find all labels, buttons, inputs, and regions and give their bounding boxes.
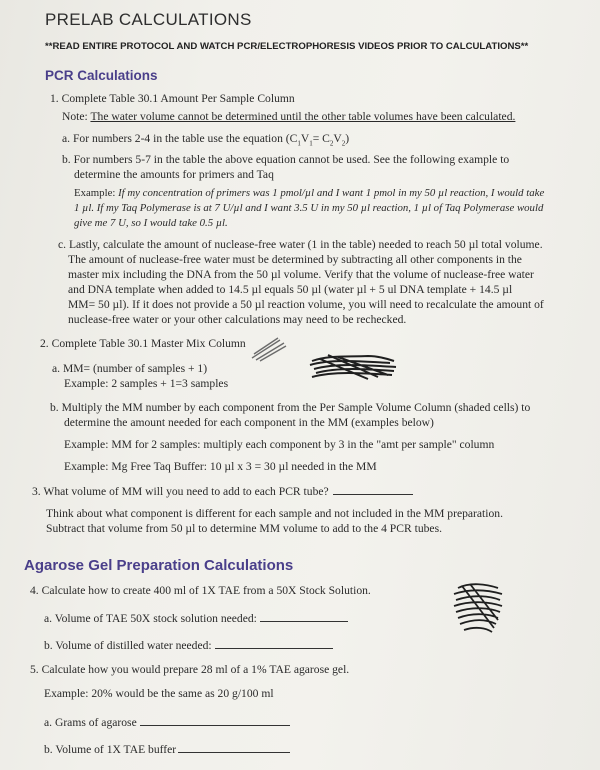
item-4a-text: a. Volume of TAE 50X stock solution needed:: [44, 612, 257, 625]
item-1c-line5: MM= 50 µl). If it does not provide a 50 µl reaction volume, you will need to recalculate the amount of: [68, 298, 544, 311]
example-line2: 1 µl. If my Taq Polymerase is at 7 U/µl and I want 3.5 U in my 50 µl reaction, 1 µl of Taq Polymerase would: [74, 202, 544, 214]
answer-blank-4a[interactable]: [260, 612, 348, 622]
question-5: 5. Calculate how you would prepare 28 ml of a 1% TAE agarose gel.: [30, 663, 350, 676]
sub-v1: 1: [309, 139, 313, 148]
item-1c-line2: The amount of nuclease-free water must be determined by subtracting all other components in the: [68, 253, 522, 266]
item-2b-line2: determine the amount needed for each component in the MM (examples below): [64, 416, 434, 429]
note-label: Note:: [62, 110, 91, 123]
answer-blank-q3[interactable]: [333, 485, 413, 495]
item-1b-line1: b. For numbers 5-7 in the table the above equation cannot be used. See the following example to: [62, 153, 510, 166]
item-1b-line2: determine the amounts for primers and Taq: [74, 168, 274, 181]
q3-hint-line1: Think about what component is different for each sample and not included in the MM preparation.: [46, 507, 503, 520]
sub-c2: 2: [329, 139, 334, 148]
item-4b-text: b. Volume of distilled water needed:: [44, 639, 212, 652]
q5-example: Example: 20% would be the same as 20 g/100 ml: [44, 687, 274, 700]
page-title: PRELAB CALCULATIONS: [45, 10, 252, 29]
note-text: The water volume cannot be determined until the other table volumes have been calculated.: [90, 110, 516, 123]
example-line1: [74, 187, 544, 199]
note-line: [62, 110, 515, 123]
item-4a: [44, 612, 348, 625]
pen-mark-small: [250, 334, 290, 364]
item-1a-text: a. For numbers 2-4 in the table use the equation (C: [62, 132, 298, 145]
eq-c2: = C: [312, 132, 330, 145]
example-label: Example:: [74, 187, 119, 199]
item-2b-line1: b. Multiply the MM number by each component from the Per Sample Volume Column (shaded cells) to: [50, 401, 531, 414]
sub-v2: 2: [341, 139, 346, 148]
item-1c-line4: and DNA template when added to 14.5 µl equals 50 µl (water µl + 5 ul DNA template + 14.5 µl: [68, 283, 513, 296]
item-1c-line6: nuclease-free water or your other calculations may need to be rechecked.: [68, 313, 407, 326]
item-5b: [44, 743, 290, 756]
sub-c1: 1: [297, 139, 301, 148]
item-2b-example1: Example: MM for 2 samples: multiply each component by 3 in the "amt per sample" column: [64, 438, 495, 451]
example-line3: give me 7 U, so I would take 0.5 µl.: [74, 217, 228, 229]
item-2a: a. MM= (number of samples + 1): [52, 362, 208, 375]
close-paren: ): [345, 132, 350, 145]
item-2a-example: Example: 2 samples + 1=3 samples: [64, 377, 229, 390]
item-1a: [62, 132, 349, 147]
agarose-heading: Agarose Gel Preparation Calculations: [24, 557, 294, 574]
question-4: 4. Calculate how to create 400 ml of 1X TAE from a 50X Stock Solution.: [30, 584, 371, 597]
answer-blank-5b[interactable]: [178, 743, 290, 753]
pen-scribble-bottom: [450, 580, 506, 638]
question-2: 2. Complete Table 30.1 Master Mix Column: [40, 337, 246, 350]
q3-hint-line2: Subtract that volume from 50 µl to determine MM volume to add to the 4 PCR tubes.: [46, 522, 442, 535]
item-5b-text: b. Volume of 1X TAE buffer: [44, 743, 177, 756]
question-3: [32, 485, 413, 498]
item-5a-text: a. Grams of agarose: [44, 716, 137, 729]
answer-blank-5a[interactable]: [140, 716, 290, 726]
item-1c-line1: c. Lastly, calculate the amount of nuclease-free water (1 in the table) needed to reach 50 µl total volume.: [58, 238, 543, 251]
answer-blank-4b[interactable]: [215, 639, 333, 649]
v2: V: [333, 132, 342, 145]
question-1: 1. Complete Table 30.1 Amount Per Sample Column: [50, 92, 295, 105]
question-3-text: 3. What volume of MM will you need to add to each PCR tube?: [32, 485, 329, 498]
example-text1: If my concentration of primers was 1 pmol/µl and I want 1 pmol in my 50 µl reaction, I would take: [118, 187, 545, 199]
item-2b-example2: Example: Mg Free Taq Buffer: 10 µl x 3 = 30 µl needed in the MM: [64, 460, 377, 473]
pcr-heading: PCR Calculations: [45, 68, 158, 83]
notice-text: **READ ENTIRE PROTOCOL AND WATCH PCR/ELECTROPHORESIS VIDEOS PRIOR TO CALCULATIONS**: [45, 41, 529, 52]
item-4b: [44, 639, 333, 652]
item-1c-line3: master mix including the DNA from the 50 µl volume. Verify that the volume of nuclease-free water: [68, 268, 534, 281]
item-5a: [44, 716, 290, 729]
v1: V: [300, 132, 310, 145]
pen-scribble-top: [308, 351, 400, 381]
